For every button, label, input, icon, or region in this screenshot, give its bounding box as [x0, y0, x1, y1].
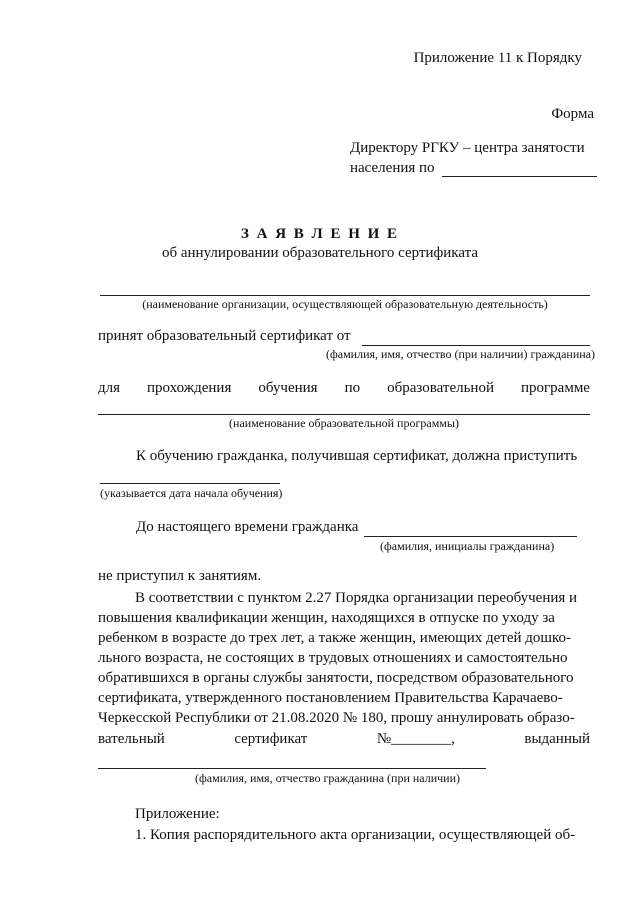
- citizen-fio-blank: [362, 345, 590, 346]
- not-started-line: не приступил к занятиям.: [98, 568, 262, 584]
- last-word-1: вательный: [98, 731, 165, 747]
- accepted-label: принят образовательный сертификат от: [98, 328, 351, 344]
- program-caption: (наименование образовательной программы): [229, 416, 459, 430]
- appendix-title: Приложение:: [135, 806, 220, 822]
- paragraph-line-4: льного возраста, не состоящих в трудовых отношениях и самостоятельно: [98, 650, 568, 666]
- addressee-blank: [442, 176, 597, 177]
- paragraph-line-5: обратившихся в органы службы занятости, посредством образовательного: [98, 670, 574, 686]
- program-blank: [98, 414, 590, 415]
- issued-to-blank: [98, 768, 486, 769]
- last-word-2: сертификат: [234, 731, 308, 747]
- study-word-3: обучения: [258, 380, 318, 396]
- citizen-initials-blank: [364, 536, 577, 537]
- citizen-fio-caption: (фамилия, имя, отчество (при наличии) гражданина): [325, 347, 595, 361]
- last-word-3: №________,: [376, 731, 455, 747]
- study-word-5: образовательной: [387, 380, 494, 396]
- study-word-1: для: [98, 380, 121, 396]
- until-label: До настоящего времени гражданка: [136, 519, 359, 535]
- paragraph-line-8: [98, 731, 590, 748]
- paragraph-line-2: повышения квалификации женщин, находящихся в отпуске по уходу за: [98, 610, 555, 626]
- appendix-reference: Приложение 11 к Порядку: [413, 50, 582, 66]
- start-sentence: К обучению гражданка, получившая сертификат, должна приступить: [136, 448, 578, 464]
- study-word-4: по: [344, 380, 361, 396]
- start-date-caption: (указывается дата начала обучения): [100, 486, 283, 500]
- study-line: [98, 380, 590, 397]
- study-word-6: программе: [520, 380, 590, 396]
- paragraph-line-1: В соответствии с пунктом 2.27 Порядка организации переобучения и: [135, 590, 578, 606]
- organization-blank: [100, 295, 590, 296]
- citizen-initials-caption: (фамилия, инициалы гражданина): [380, 539, 555, 553]
- paragraph-line-7: Черкесской Республики от 21.08.2020 № 180, прошу аннулировать образо-: [98, 710, 575, 726]
- addressee-line-1: Директору РГКУ – центра занятости: [350, 140, 585, 156]
- appendix-item-1: 1. Копия распорядительного акта организации, осуществляющей об-: [135, 827, 576, 843]
- form-label: Форма: [551, 106, 594, 122]
- document-subtitle: об аннулировании образовательного сертификата: [161, 245, 479, 261]
- issued-to-caption: (фамилия, имя, отчество гражданина (при наличии): [195, 771, 461, 785]
- paragraph-line-6: сертификата, утвержденного постановлением Правительства Карачаево-: [98, 690, 563, 706]
- addressee-line-2: населения по: [350, 160, 435, 176]
- last-word-4: выданный: [524, 731, 590, 747]
- start-date-blank: [100, 483, 280, 484]
- study-word-2: прохождения: [147, 380, 232, 396]
- organization-caption: (наименование организации, осуществляющей образовательную деятельность): [142, 297, 548, 311]
- document-title: З А Я В Л Е Н И Е: [240, 226, 400, 242]
- paragraph-line-3: ребенком в возрасте до трех лет, а также женщин, имеющих детей дошко-: [98, 630, 571, 646]
